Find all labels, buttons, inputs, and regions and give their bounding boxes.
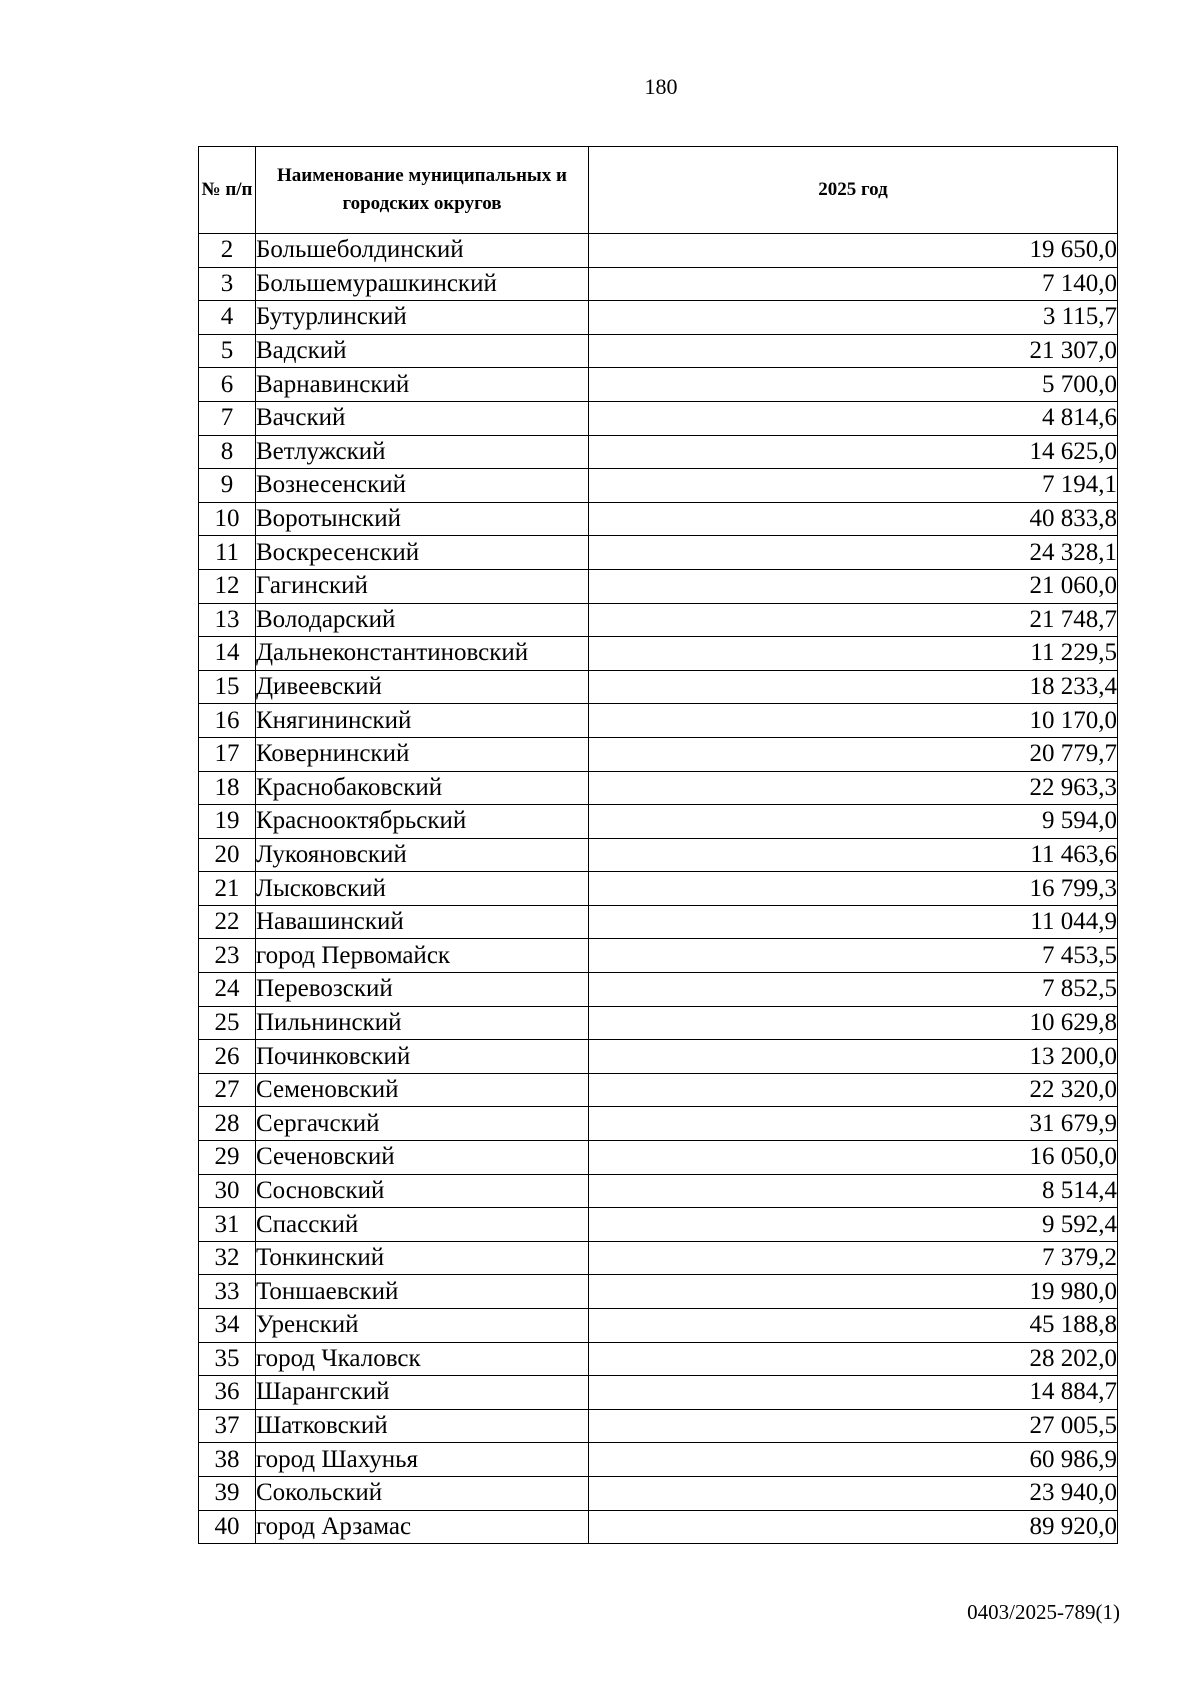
page-number: 180: [644, 74, 678, 99]
table-row: [199, 1309, 1118, 1343]
row-number: 2: [199, 234, 256, 268]
row-value: 19 980,0: [589, 1275, 1118, 1309]
row-name: Краснобаковский: [256, 771, 589, 805]
row-number: 9: [199, 469, 256, 503]
table-row: [199, 805, 1118, 839]
row-number: 27: [199, 1073, 256, 1107]
row-name: Большемурашкинский: [256, 267, 589, 301]
row-value: 16 050,0: [589, 1141, 1118, 1175]
table-row: [199, 737, 1118, 771]
row-name: город Шахунья: [256, 1443, 589, 1477]
row-number: 10: [199, 502, 256, 536]
row-name: Перевозский: [256, 973, 589, 1007]
row-number: 13: [199, 603, 256, 637]
row-number: 40: [199, 1510, 256, 1544]
row-number: 23: [199, 939, 256, 973]
row-value: 22 320,0: [589, 1073, 1118, 1107]
row-number: 5: [199, 334, 256, 368]
row-value: 8 514,4: [589, 1174, 1118, 1208]
table-row: [199, 973, 1118, 1007]
row-value: 28 202,0: [589, 1342, 1118, 1376]
row-value: 5 700,0: [589, 368, 1118, 402]
row-number: 16: [199, 704, 256, 738]
table-row: [199, 536, 1118, 570]
header-number: № п/п: [199, 147, 256, 234]
row-value: 3 115,7: [589, 301, 1118, 335]
row-name: Сокольский: [256, 1476, 589, 1510]
row-number: 32: [199, 1241, 256, 1275]
row-value: 11 044,9: [589, 905, 1118, 939]
row-name: Починковский: [256, 1040, 589, 1074]
row-number: 25: [199, 1006, 256, 1040]
row-number: 21: [199, 872, 256, 906]
row-value: 7 379,2: [589, 1241, 1118, 1275]
row-value: 14 884,7: [589, 1376, 1118, 1410]
row-value: 89 920,0: [589, 1510, 1118, 1544]
row-value: 11 463,6: [589, 838, 1118, 872]
row-value: 21 060,0: [589, 569, 1118, 603]
row-value: 45 188,8: [589, 1309, 1118, 1343]
row-name: город Первомайск: [256, 939, 589, 973]
table-row: [199, 905, 1118, 939]
row-number: 18: [199, 771, 256, 805]
table-row: [199, 1510, 1118, 1544]
table-row: [199, 771, 1118, 805]
row-value: 27 005,5: [589, 1409, 1118, 1443]
row-number: 34: [199, 1309, 256, 1343]
budget-table: [198, 146, 1118, 1544]
row-value: 9 592,4: [589, 1208, 1118, 1242]
document-code: 0403/2025-789(1): [967, 1600, 1120, 1624]
row-value: 20 779,7: [589, 737, 1118, 771]
row-name: Пильнинский: [256, 1006, 589, 1040]
table-header-row: [199, 147, 1118, 234]
row-name: Сергачский: [256, 1107, 589, 1141]
table-row: [199, 838, 1118, 872]
row-name: Навашинский: [256, 905, 589, 939]
table-row: [199, 401, 1118, 435]
row-value: 14 625,0: [589, 435, 1118, 469]
row-name: Воротынский: [256, 502, 589, 536]
table-body: [199, 234, 1118, 1544]
row-value: 40 833,8: [589, 502, 1118, 536]
row-name: Княгининский: [256, 704, 589, 738]
table-row: [199, 939, 1118, 973]
table-row: [199, 502, 1118, 536]
row-number: 6: [199, 368, 256, 402]
row-number: 7: [199, 401, 256, 435]
row-value: 7 194,1: [589, 469, 1118, 503]
row-name: Сеченовский: [256, 1141, 589, 1175]
header-name: Наименование муниципальных и городских округов: [256, 147, 589, 234]
table-row: [199, 267, 1118, 301]
row-value: 24 328,1: [589, 536, 1118, 570]
row-number: 24: [199, 973, 256, 1007]
row-name: Дивеевский: [256, 670, 589, 704]
table-row: [199, 1443, 1118, 1477]
row-number: 14: [199, 637, 256, 671]
row-value: 22 963,3: [589, 771, 1118, 805]
table-row: [199, 368, 1118, 402]
table-row: [199, 1073, 1118, 1107]
row-value: 9 594,0: [589, 805, 1118, 839]
table-row: [199, 1006, 1118, 1040]
table-row: [199, 469, 1118, 503]
row-name: Спасский: [256, 1208, 589, 1242]
row-name: Семеновский: [256, 1073, 589, 1107]
row-number: 22: [199, 905, 256, 939]
row-name: Шарангский: [256, 1376, 589, 1410]
row-value: 7 852,5: [589, 973, 1118, 1007]
row-name: Тонкинский: [256, 1241, 589, 1275]
row-number: 29: [199, 1141, 256, 1175]
row-name: Дальнеконстантиновский: [256, 637, 589, 671]
row-name: Шатковский: [256, 1409, 589, 1443]
row-value: 11 229,5: [589, 637, 1118, 671]
row-name: Лысковский: [256, 872, 589, 906]
table-row: [199, 435, 1118, 469]
table-row: [199, 1275, 1118, 1309]
row-number: 38: [199, 1443, 256, 1477]
row-value: 21 307,0: [589, 334, 1118, 368]
row-value: 16 799,3: [589, 872, 1118, 906]
row-name: Ковернинский: [256, 737, 589, 771]
row-number: 12: [199, 569, 256, 603]
row-value: 10 170,0: [589, 704, 1118, 738]
row-number: 37: [199, 1409, 256, 1443]
row-number: 33: [199, 1275, 256, 1309]
table-row: [199, 637, 1118, 671]
table-row: [199, 1476, 1118, 1510]
row-value: 13 200,0: [589, 1040, 1118, 1074]
table-row: [199, 334, 1118, 368]
table-row: [199, 603, 1118, 637]
table-row: [199, 301, 1118, 335]
row-value: 60 986,9: [589, 1443, 1118, 1477]
table-row: [199, 704, 1118, 738]
row-name: Ветлужский: [256, 435, 589, 469]
row-number: 4: [199, 301, 256, 335]
table-row: [199, 670, 1118, 704]
row-value: 7 453,5: [589, 939, 1118, 973]
row-name: Володарский: [256, 603, 589, 637]
row-number: 19: [199, 805, 256, 839]
row-name: Варнавинский: [256, 368, 589, 402]
row-number: 3: [199, 267, 256, 301]
row-name: Воскресенский: [256, 536, 589, 570]
table-row: [199, 1409, 1118, 1443]
row-value: 18 233,4: [589, 670, 1118, 704]
row-number: 35: [199, 1342, 256, 1376]
table-row: [199, 1342, 1118, 1376]
row-value: 10 629,8: [589, 1006, 1118, 1040]
row-number: 8: [199, 435, 256, 469]
table-row: [199, 1107, 1118, 1141]
row-number: 20: [199, 838, 256, 872]
row-name: Гагинский: [256, 569, 589, 603]
table-row: [199, 1040, 1118, 1074]
row-name: Сосновский: [256, 1174, 589, 1208]
table-row: [199, 1208, 1118, 1242]
table-row: [199, 1174, 1118, 1208]
row-value: 31 679,9: [589, 1107, 1118, 1141]
row-value: 21 748,7: [589, 603, 1118, 637]
row-name: Уренский: [256, 1309, 589, 1343]
row-value: 19 650,0: [589, 234, 1118, 268]
row-number: 15: [199, 670, 256, 704]
row-value: 7 140,0: [589, 267, 1118, 301]
table-row: [199, 872, 1118, 906]
row-number: 30: [199, 1174, 256, 1208]
row-number: 31: [199, 1208, 256, 1242]
row-name: Тоншаевский: [256, 1275, 589, 1309]
row-name: город Чкаловск: [256, 1342, 589, 1376]
table-row: [199, 1141, 1118, 1175]
row-value: 4 814,6: [589, 401, 1118, 435]
table-row: [199, 1376, 1118, 1410]
row-name: Большеболдинский: [256, 234, 589, 268]
row-number: 28: [199, 1107, 256, 1141]
row-number: 26: [199, 1040, 256, 1074]
row-number: 36: [199, 1376, 256, 1410]
row-number: 17: [199, 737, 256, 771]
row-number: 11: [199, 536, 256, 570]
table-row: [199, 1241, 1118, 1275]
row-value: 23 940,0: [589, 1476, 1118, 1510]
row-name: Вознесенский: [256, 469, 589, 503]
table-row: [199, 569, 1118, 603]
row-number: 39: [199, 1476, 256, 1510]
row-name: Вадский: [256, 334, 589, 368]
header-year: 2025 год: [589, 147, 1118, 234]
row-name: Краснооктябрьский: [256, 805, 589, 839]
row-name: Вачский: [256, 401, 589, 435]
row-name: город Арзамас: [256, 1510, 589, 1544]
row-name: Лукояновский: [256, 838, 589, 872]
table-row: [199, 234, 1118, 268]
row-name: Бутурлинский: [256, 301, 589, 335]
